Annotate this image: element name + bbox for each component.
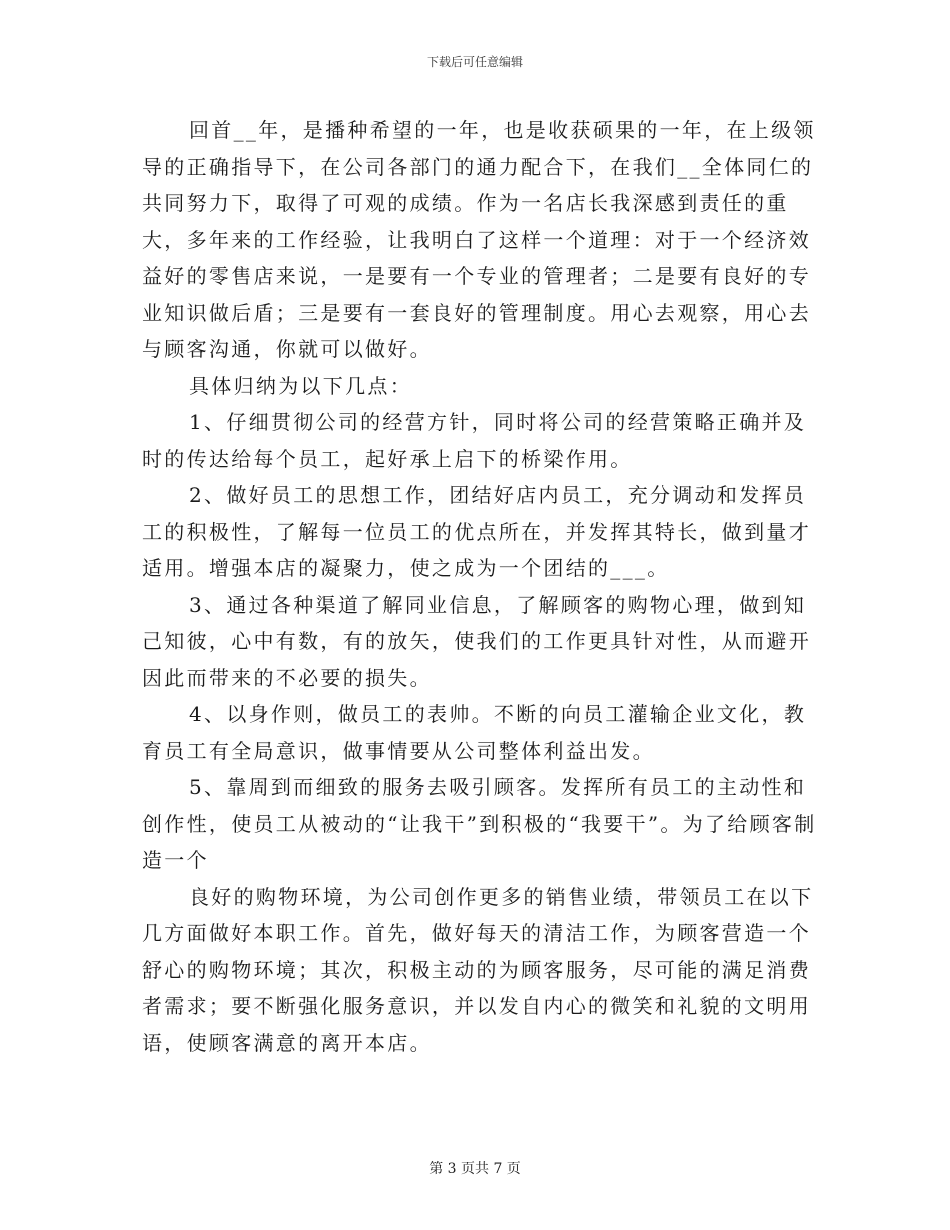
- paragraph-point-5-continued: 良好的购物环境，为公司创作更多的销售业绩，带领员工在以下几方面做好本职工作。首先，做好每天的清洁工作，为顾客营造一个舒心的购物环境；其次，积极主动的为顾客服务，尽可能的满足消费者需求；要不断强化服务意识，并以发自内心的微笑和礼貌的文明用语，使顾客满意的离开本店。: [142, 884, 814, 1055]
- document-body: [142, 112, 818, 1061]
- paragraph-point-5: 5、靠周到而细致的服务去吸引顾客。发挥所有员工的主动性和创作性，使员工从被动的“让我干”到积极的“我要干”。为了给顾客制造一个: [142, 775, 817, 872]
- paragraph-point-1: 1、仔细贯彻公司的经营方针，同时将公司的经营策略正确并及时的传达给每个员工，起好承上启下的桥梁作用。: [142, 410, 807, 471]
- page-number: 第 3 页共 7 页: [429, 1161, 521, 1177]
- paragraph-summary-heading: 具体归纳为以下几点：: [189, 373, 412, 398]
- page-header: 下载后可任意编辑: [426, 55, 523, 69]
- paragraph-intro: 回首__年，是播种希望的一年，也是收获硕果的一年，在上级领导的正确指导下，在公司各部门的通力配合下，在我们__全体同仁的共同努力下，取得了可观的成绩。作为一名店长我深感到责任的重大，多年来的工作经验，让我明白了这样一个道理：对于一个经济效益好的零售店来说，一是要有一个专业的管理者；二是要有良好的专业知识做后盾；三是要有一套良好的管理制度。用心去观察，用心去与顾客沟通，你就可以做好。: [142, 118, 816, 361]
- paragraph-point-4: 4、以身作则，做员工的表帅。不断的向员工灌输企业文化，教育员工有全局意识，做事情要从公司整体利益出发。: [142, 702, 807, 763]
- paragraph-point-3: 3、通过各种渠道了解同业信息，了解顾客的购物心理，做到知己知彼，心中有数，有的放矢，使我们的工作更具针对性，从而避开因此而带来的不必要的损失。: [142, 592, 811, 690]
- paragraph-point-2: 2、做好员工的思想工作，团结好店内员工，充分调动和发挥员工的积极性，了解每一位员工的优点所在，并发挥其特长，做到量才适用。增强本店的凝聚力，使之成为一个团结的___。: [142, 483, 811, 580]
